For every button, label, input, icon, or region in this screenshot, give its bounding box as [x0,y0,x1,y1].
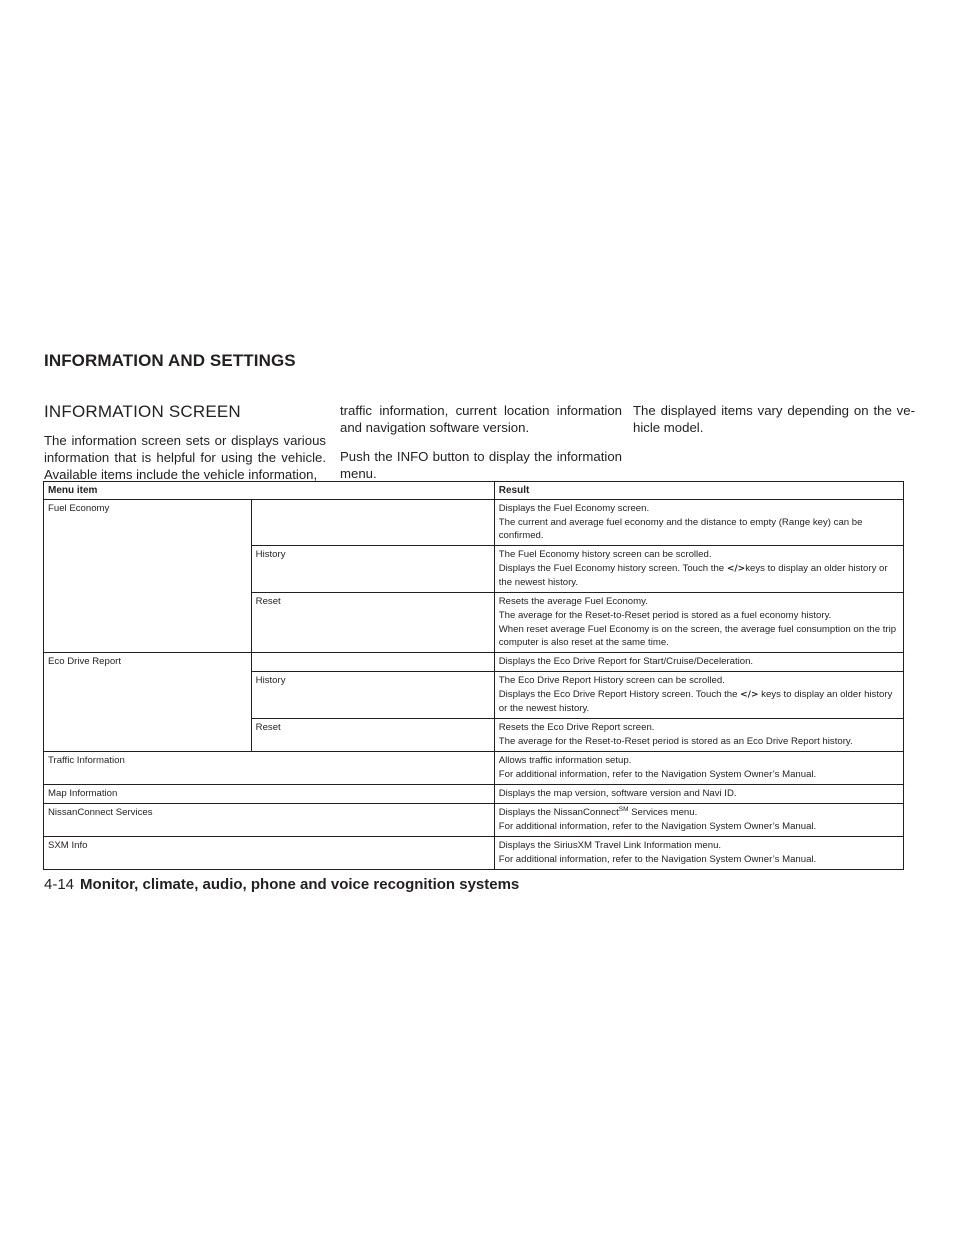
result-eco-history: The Eco Drive Report History screen can be scrolled. Displays the Eco Drive Report History screen. Touch the </> keys to display an older history or the newest history. [494,672,903,719]
submenu-fuel-reset: Reset [251,593,494,653]
result-map-information: Displays the map version, software version and Navi ID. [494,785,903,804]
result-traffic-information: Allows traffic information setup. For additional information, refer to the Navigation System Owner’s Manual. [494,752,903,785]
table-header-row [44,482,904,500]
text-column-2 [340,402,622,482]
menu-map-information: Map Information [44,785,495,804]
menu-nissanconnect-services: NissanConnect Services [44,804,495,837]
table-row [44,785,904,804]
result-fuel-history: The Fuel Economy history screen can be scrolled. Displays the Fuel Economy history screen. Touch the </>keys to display an older history or the newest history. [494,546,903,593]
text-column-3 [633,402,915,436]
table-row [44,837,904,870]
result-fuel-economy: Displays the Fuel Economy screen. The current and average fuel economy and the distance to empty (Range key) can be confirmed. [494,500,903,546]
vehicle-model-note: The displayed items vary depending on the ve-hicle model. [633,403,915,435]
info-menu-table [43,481,904,870]
info-button-paragraph: Push the INFO button to display the information menu. [340,449,622,481]
menu-traffic-information: Traffic Information [44,752,495,785]
result-nissanconnect-services: Displays the NissanConnect℠ Services menu. For additional information, refer to the Navigation System Owner’s Manual. [494,804,903,837]
menu-eco-drive-report: Eco Drive Report [44,653,252,752]
result-eco-reset: Resets the Eco Drive Report screen. The average for the Reset-to-Reset period is stored as an Eco Drive Report history. [494,719,903,752]
result-sxm-info: Displays the SiriusXM Travel Link Information menu. For additional information, refer to the Navigation System Owner’s Manual. [494,837,903,870]
menu-cell-empty [251,653,494,672]
text-column-1 [44,402,326,483]
intro-paragraph-continued: traffic information, current location information and navigation software version. [340,403,622,435]
page-footer [44,876,519,893]
submenu-fuel-history: History [251,546,494,593]
left-right-keys-icon: </> [740,690,759,700]
intro-paragraph: The information screen sets or displays various information that is helpful for using the vehicle. Available items include the vehicle information, [44,433,326,482]
result-fuel-reset: Resets the average Fuel Economy. The average for the Reset-to-Reset period is stored as a fuel economy history. When reset average Fuel Economy is on the screen, the average fuel consumption on the trip computer is also reset at the same time. [494,593,903,653]
submenu-eco-history: History [251,672,494,719]
header-menu-item: Menu item [44,482,495,500]
subsection-title: INFORMATION SCREEN [44,402,241,421]
result-eco-drive-report: Displays the Eco Drive Report for Start/Cruise/Deceleration. [494,653,903,672]
table-row [44,500,904,546]
page-number: 4-14 [44,876,75,893]
section-title: INFORMATION AND SETTINGS [44,351,296,370]
menu-sxm-info: SXM Info [44,837,495,870]
table-row [44,653,904,672]
menu-cell-empty [251,500,494,546]
table-row [44,752,904,785]
left-right-keys-icon: </> [726,564,746,574]
submenu-eco-reset: Reset [251,719,494,752]
menu-fuel-economy: Fuel Economy [44,500,252,653]
chapter-title: Monitor, climate, audio, phone and voice recognition systems [80,876,520,893]
table-row [44,804,904,837]
header-result: Result [494,482,903,500]
